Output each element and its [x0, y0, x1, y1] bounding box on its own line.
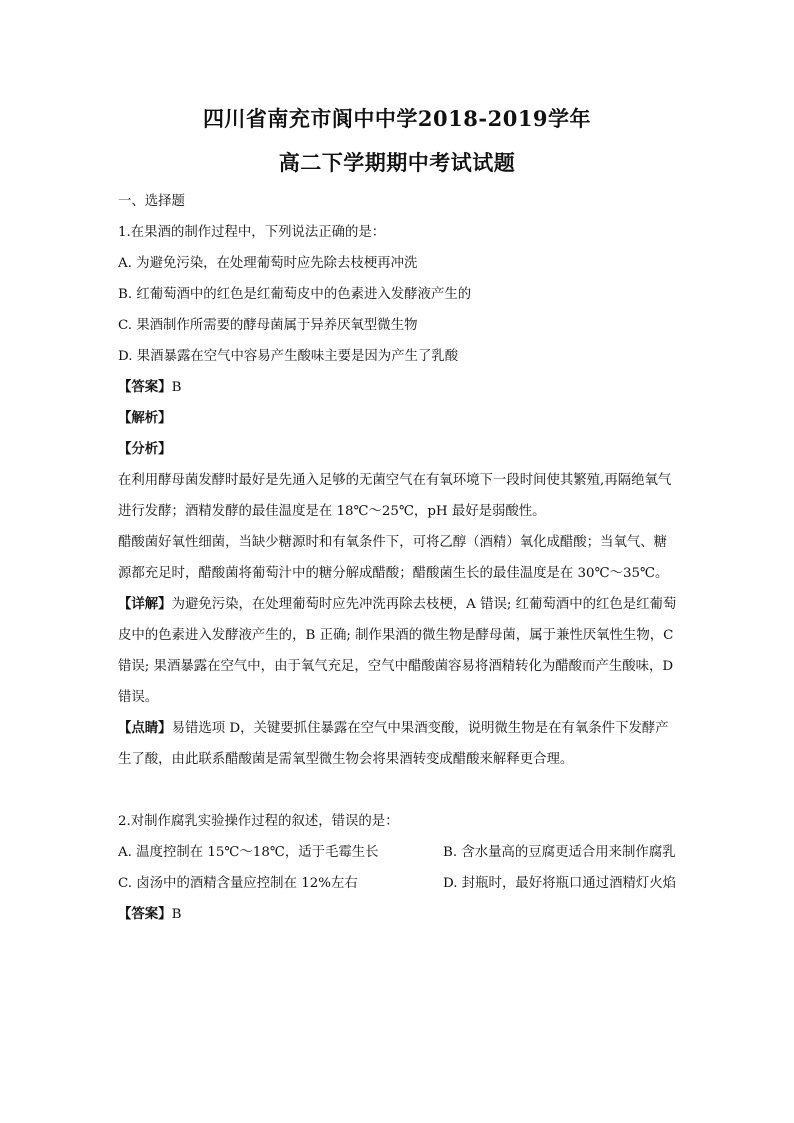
- spacer: [118, 775, 680, 806]
- question-1-fenxi-paragraph-2: 醋酸菌好氧性细菌，当缺少糖源时和有氧条件下，可将乙醇（酒精）氧化成醋酸；当氧气、糖源都充足时，醋酸菌将葡萄汁中的糖分解成醋酸；醋酸菌生长的最佳温度是在 30℃～35℃。: [118, 535, 669, 581]
- section-heading: 一、选择题: [118, 194, 185, 209]
- question-2-options-row-2: [118, 868, 680, 899]
- question-2-option-b: B. 含水量高的豆腐更适合用来制作腐乳: [443, 845, 676, 860]
- dianjing-tag: 【点睛】: [118, 720, 172, 736]
- question-2-option-c: C. 卤汤中的酒精含量应控制在 12%左右: [118, 876, 358, 891]
- document-title-line-1: 四川省南充市阆中中学2018-2019学年: [202, 106, 592, 131]
- question-1-detail: [118, 589, 680, 713]
- question-2-stem: 2.对制作腐乳实验操作过程的叙述，错误的是：: [118, 814, 399, 829]
- question-1-fenxi-paragraph-1: 在利用酵母菌发酵时最好是先通入足够的无菌空气在有氧环境下一段时间使其繁殖,再隔绝氧气进行发酵；酒精发酵的最佳温度是在 18℃～25℃，pH 最好是弱酸性。: [118, 473, 672, 519]
- analysis-tag: 【解析】: [118, 410, 172, 426]
- answer-value: B: [171, 907, 182, 922]
- document-title-line-2: 高二下学期期中考试试题: [278, 150, 516, 175]
- question-1-stem: 1.在果酒的制作过程中，下列说法正确的是：: [118, 225, 386, 240]
- question-2-option-d: D. 封瓶时，最好将瓶口通过酒精灯火焰: [443, 876, 677, 891]
- detail-tag: 【详解】: [118, 596, 172, 612]
- question-1-fenxi-tag: [118, 434, 680, 465]
- detail-text: 为避免污染，在处理葡萄时应先冲洗再除去枝梗，A 错误; 红葡萄酒中的红色是红葡萄皮中的色素进入发酵液产生的，B 正确; 制作果酒的微生物是酵母菌，属于兼性厌氧性生物，C 错误; 果酒暴露在空气中，由于氧气充足，空气中醋酸菌容易将酒精转化为醋酸而产生酸味，D 错误。: [118, 597, 677, 705]
- dianjing-text: 易错选项 D，关键要抓住暴露在空气中果酒变酸，说明微生物是在有氧条件下发酵产生了酸，由此联系醋酸菌是需氧型微生物会将果酒转变成醋酸来解释更合理。: [118, 721, 669, 767]
- question-2-options-row-1: [118, 837, 680, 868]
- question-1-answer: [118, 372, 680, 403]
- question-1-option-d: D. 果酒暴露在空气中容易产生酸味主要是因为产生了乳酸: [118, 349, 459, 364]
- answer-tag: 【答案】: [118, 379, 172, 395]
- question-2-option-a: A. 温度控制在 15℃～18℃，适于毛霉生长: [118, 845, 379, 860]
- question-1-option-c: C. 果酒制作所需要的酵母菌属于异养厌氧型微生物: [118, 318, 418, 333]
- question-1-option-a: A. 为避免污染，在处理葡萄时应先除去枝梗再冲洗: [118, 256, 418, 271]
- fenxi-tag: 【分析】: [118, 441, 172, 457]
- answer-tag: 【答案】: [118, 906, 172, 922]
- question-2-answer: [118, 899, 680, 930]
- answer-value: B: [171, 380, 182, 395]
- question-1-analysis-tag: [118, 403, 680, 434]
- question-1-option-b: B. 红葡萄酒中的红色是红葡萄皮中的色素进入发酵液产生的: [118, 287, 472, 302]
- document-body: [118, 186, 680, 930]
- question-1-dianjing: [118, 713, 680, 775]
